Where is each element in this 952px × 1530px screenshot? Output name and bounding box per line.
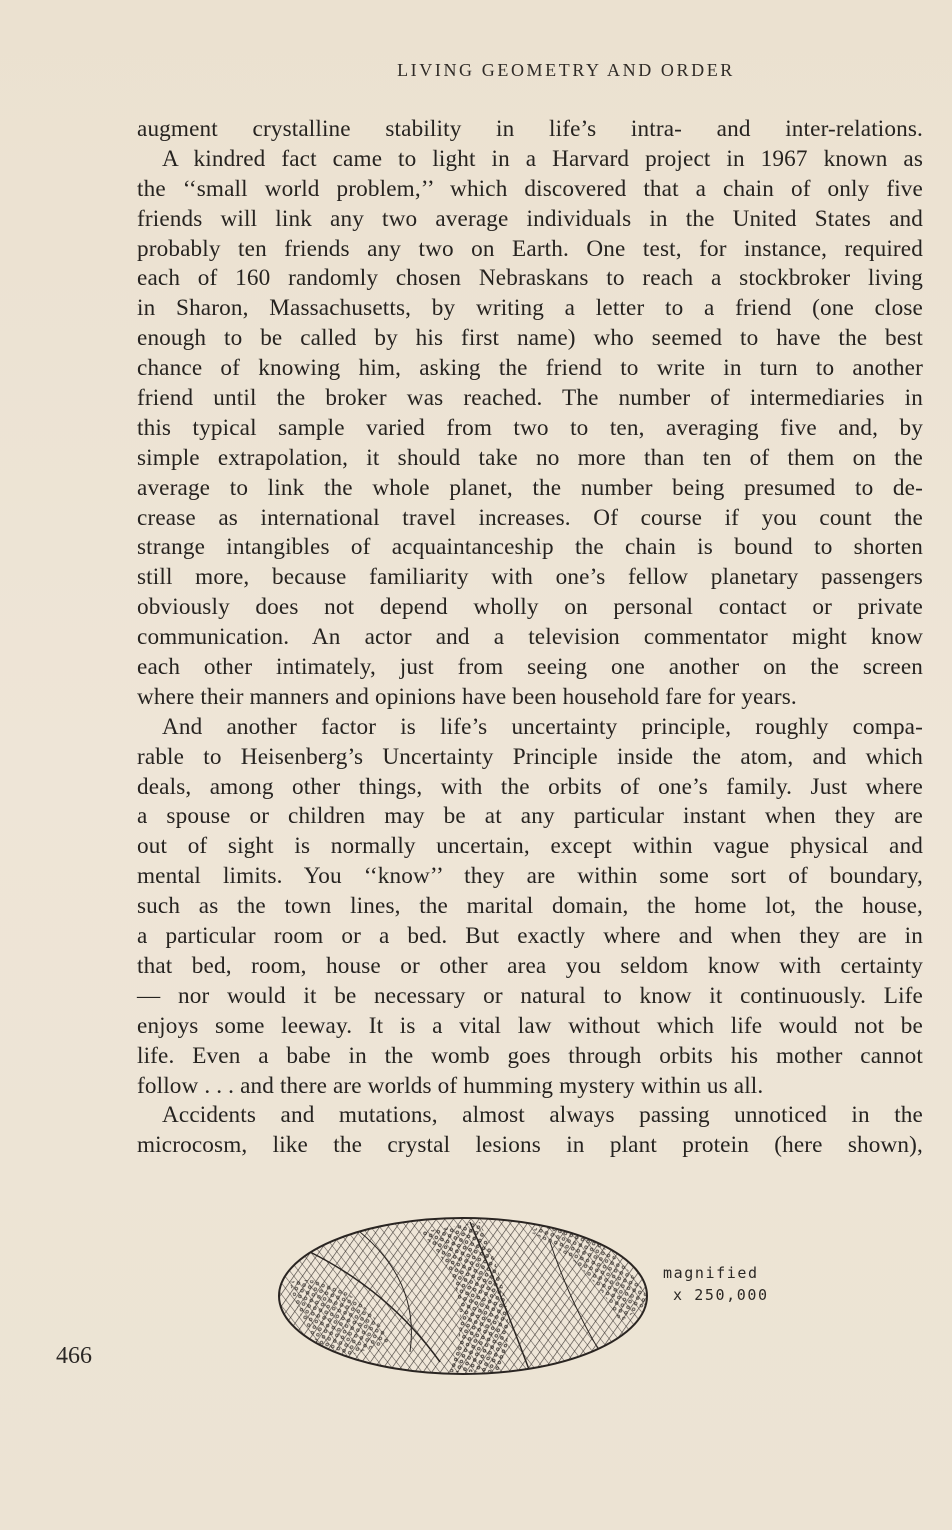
text-line: mental limits. You ‘‘know’’ they are within some sort of boundary, — [137, 863, 923, 890]
text-line: that bed, room, house or other area you seldom know with certainty — [137, 952, 923, 979]
text-line: strange intangibles of acquaintanceship the chain is bound to shorten — [137, 534, 923, 561]
page-number: 466 — [56, 1343, 92, 1369]
text-line: out of sight is normally uncertain, except within vague physical and — [137, 833, 923, 860]
figure-caption — [663, 1262, 769, 1306]
text-line: chance of knowing him, asking the friend to write in turn to another — [137, 355, 923, 382]
text-line: still more, because familiarity with one’s fellow planetary passengers — [137, 564, 923, 591]
text-line: communication. An actor and a television commentator might know — [137, 624, 923, 651]
text-line: simple extrapolation, it should take no more than ten of them on the — [137, 444, 923, 471]
text-line: a particular room or a bed. But exactly where and when they are in — [137, 923, 923, 950]
text-line: deals, among other things, with the orbits of one’s family. Just where — [137, 773, 923, 800]
text-line: obviously does not depend wholly on personal contact or private — [137, 594, 923, 621]
running-head: LIVING GEOMETRY AND ORDER — [397, 60, 735, 80]
text-line: such as the town lines, the marital domain, the home lot, the house, — [137, 893, 923, 920]
text-line: a spouse or children may be at any particular instant when they are — [137, 803, 923, 830]
text-line: friend until the broker was reached. The number of intermediaries in — [137, 385, 923, 412]
text-line: augment crystalline stability in life’s intra- and inter-relations. — [137, 116, 923, 142]
text-line: A kindred fact came to light in a Harvard project in 1967 known as — [162, 145, 923, 172]
text-line: average to link the whole planet, the number being presumed to de- — [137, 474, 923, 501]
text-line: enjoys some leeway. It is a vital law without which life would not be — [137, 1012, 923, 1039]
text-line: — nor would it be necessary or natural to know it continuously. Life — [137, 982, 923, 1009]
text-line: life. Even a babe in the womb goes through orbits his mother cannot — [137, 1042, 923, 1069]
text-line: follow . . . and there are worlds of humming mystery within us all. — [137, 1072, 764, 1099]
text-line: friends will link any two average individuals in the United States and — [137, 205, 923, 232]
text-line: each of 160 randomly chosen Nebraskans to reach a stockbroker living — [137, 265, 923, 292]
caption-line: magnified — [663, 1264, 759, 1282]
crystal-lesion-illustration — [270, 1212, 656, 1380]
text-line: microcosm, like the crystal lesions in plant protein (here shown), — [137, 1132, 923, 1159]
text-line: probably ten friends any two on Earth. One test, for instance, required — [137, 235, 923, 262]
text-line: each other intimately, just from seeing one another on the screen — [137, 654, 923, 681]
text-line: Accidents and mutations, almost always passing unnoticed in the — [162, 1102, 923, 1129]
text-line: in Sharon, Massachusetts, by writing a letter to a friend (one close — [137, 295, 923, 322]
body-text — [137, 115, 923, 1161]
text-line: And another factor is life’s uncertainty principle, roughly compa- — [162, 713, 923, 740]
text-line: the ‘‘small world problem,’’ which discovered that a chain of only five — [137, 175, 923, 202]
text-line: this typical sample varied from two to ten, averaging five and, by — [137, 414, 923, 441]
text-line: enough to be called by his first name) who seemed to have the best — [137, 325, 923, 352]
caption-line: x 250,000 — [673, 1286, 769, 1304]
text-line: where their manners and opinions have been household fare for years. — [137, 683, 797, 710]
text-line: rable to Heisenberg’s Uncertainty Principle inside the atom, and which — [137, 743, 923, 770]
text-line: crease as international travel increases. Of course if you count the — [137, 504, 923, 531]
